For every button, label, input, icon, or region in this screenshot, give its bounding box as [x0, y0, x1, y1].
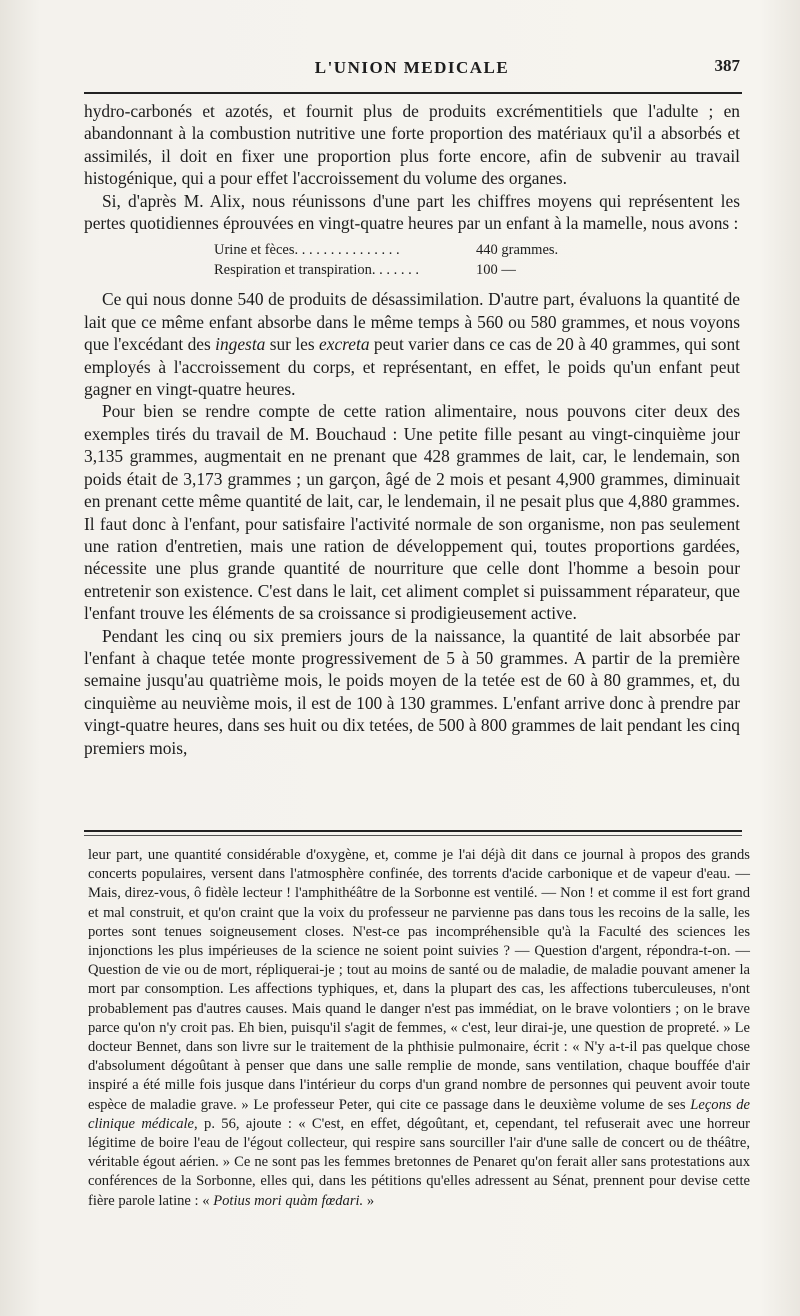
text-run: » — [363, 1192, 375, 1209]
text-run: Ce qui nous donne 540 de produits de désassimilation. D'autre part, évaluons la quantité de lait que ce même enfant absorbe dans le même temps à 560 ou 580 grammes, et nous voyons que l'excédant des — [84, 289, 740, 355]
text-run: leur part, une quantité considérable d'oxygène, et, comme je l'ai déjà dit dans ce journal à propos des grands concerts populaires, versent dans l'atmosphère confinée, des torrents d'acide carbonique et de vapeur d'eau. — Mais, direz-vous, ô fidèle lecteur ! l'amphithéâtre de la Sorbonne est ventilé. — Non ! et comme il est fort grand et mal construit, et qu'on craint que la voix du professeur ne parvienne pas dans tous les recoins de la salle, les portes sont tenues soigneusement closes. N'est-ce pas incompréhensible qu'à la Faculté des sciences les injonctions les plus impérieuses de la science ne soient point suivies ? — Question d'argent, répondra-t-on. — Question de vie ou de mort, répliquerai-je ; tout au moins de santé ou de maladie, de maladie pouvant amener la mort par consomption. Les affections typhiques, et, dans la plupart des cas, les affections tuberculeuses, n'ont probablement pas d'autres causes. Mais quand le danger n'est pas immédiat, on le brave volontiers ; on le brave parce qu'on n'y croit pas. Eh bien, puisqu'il s'agit de femmes, « c'est, leur dirai-je, une question de propreté. » Le docteur Bennet, dans son livre sur le traitement de la phthisie pulmonaire, écrit : « N'y a-t-il pas quelque chose d'absolument dégoûtant à penser que dans une salle remplie de monde, sans ventilation, chaque bouffée d'air inspiré a été mille fois jusque dans l'intérieur du corps d'un grand nombre de personnes qui peuvent avoir toute espèce de maladie grave. » Le professeur Peter, qui cite ce passage dans le deuxième volume de ses — [88, 847, 750, 1113]
footnote-rule — [84, 830, 742, 836]
footnote-text — [88, 846, 750, 1211]
page-number: 387 — [714, 56, 740, 75]
italic-quote: Potius mori quàm fœdari. — [213, 1192, 364, 1209]
rule-thin — [84, 835, 742, 836]
italic-title: Leçons de clinique médicale — [88, 1096, 750, 1132]
text-run: sur les — [265, 334, 319, 355]
text-run: peut varier dans ce cas de 20 à 40 grammes, qui sont employés à l'accroissement du corps, et représentant, en effet, le poids qu'un enfant peut gagner en vingt-quatre heures. — [84, 334, 740, 400]
table-row — [214, 240, 740, 260]
rule-thick — [84, 830, 742, 832]
paragraph-desassimilation — [84, 288, 740, 400]
header-rule — [84, 92, 742, 94]
running-head — [84, 54, 740, 84]
table-value: 440 grammes. — [476, 242, 559, 259]
losses-table — [214, 240, 740, 280]
table-label: Urine et fèces. . . . . . . . . . . . . . . — [214, 242, 400, 259]
table-value: 100 — — [476, 262, 516, 279]
paragraph-tetee: Pendant les cinq ou six premiers jours de la naissance, la quantité de lait absorbée par l'enfant à chaque tetée monte progressivement de 5 à 50 grammes. A partir de la première semaine jusqu'au quatrième mois, le poids moyen de la tetée est de 60 à 80 grammes, et, du cinquième au neuvième mois, il est de 100 à 130 grammes. L'enfant arrive donc à prendre par vingt-quatre heures, dans ses huit ou dix tetées, de 500 à 800 grammes de lait pendant les cinq premiers mois, — [84, 625, 740, 758]
main-text — [84, 100, 740, 759]
table-row — [214, 260, 740, 280]
footnote-paragraph — [88, 846, 750, 1211]
italic-term: excreta — [319, 334, 370, 355]
italic-term: ingesta — [215, 334, 266, 355]
running-title: L'UNION MEDICALE — [314, 58, 510, 77]
paragraph-bouchaud: Pour bien se rendre compte de cette ration alimentaire, nous pouvons citer deux des exemples tirés du travail de M. Bouchaud : Une petite fille pesant au vingt-cinquième jour 3,135 grammes, augmentait en ne prenant que 428 grammes de lait, car, le lendemain, son poids était de 3,173 grammes ; un garçon, âgé de 2 mois et pesant 4,900 grammes, diminuait en prenant cette même quantité de lait, car, le lendemain, il ne pesait plus que 4,880 grammes. Il faut donc à l'enfant, pour satisfaire l'activité normale de son organisme, non pas seulement une ration d'entretien, mais une ration de développement qui, toutes proportions gardées, nécessite une plus grande quantité de nourriture que celle dont l'homme a besoin pour entretenir son existence. C'est dans le lait, cet aliment complet si puissamment réparateur, que l'enfant trouve les éléments de sa croissance si prodigieusement active. — [84, 401, 740, 624]
text-run: , p. 56, ajoute : « C'est, en effet, dégoûtant, et, cependant, tel refuserait avec une horreur légitime de boire l'eau de l'égout collecteur, qui respire sans sourciller l'air d'une salle de concert ou de théâtre, véritable égout aérien. » Ce ne sont pas les femmes bretonnes de Penaret qu'on ferait aller sans protestations aux conférences de la Sorbonne, elles qui, dans les pétitions qu'elles adressent au Sénat, prennent pour devise cette fière parole latine : « — [88, 1115, 750, 1209]
table-label: Respiration et transpiration. . . . . . . — [214, 262, 419, 279]
paragraph-continuation: hydro-carbonés et azotés, et fournit plus de produits excrémentitiels que l'adulte ; en abandonnant à la combustion nutritive une forte proportion des matériaux qu'il a absorbés et assimilés, il doit en fixer une proportion plus forte encore, afin de subvenir au travail histogénique, qui a pour effet l'accroissement du volume des organes. — [84, 101, 740, 189]
paragraph-alix: Si, d'après M. Alix, nous réunissons d'une part les chiffres moyens qui représentent les pertes quotidiennes éprouvées en vingt-quatre heures par un enfant à la mamelle, nous avons : — [84, 190, 740, 234]
